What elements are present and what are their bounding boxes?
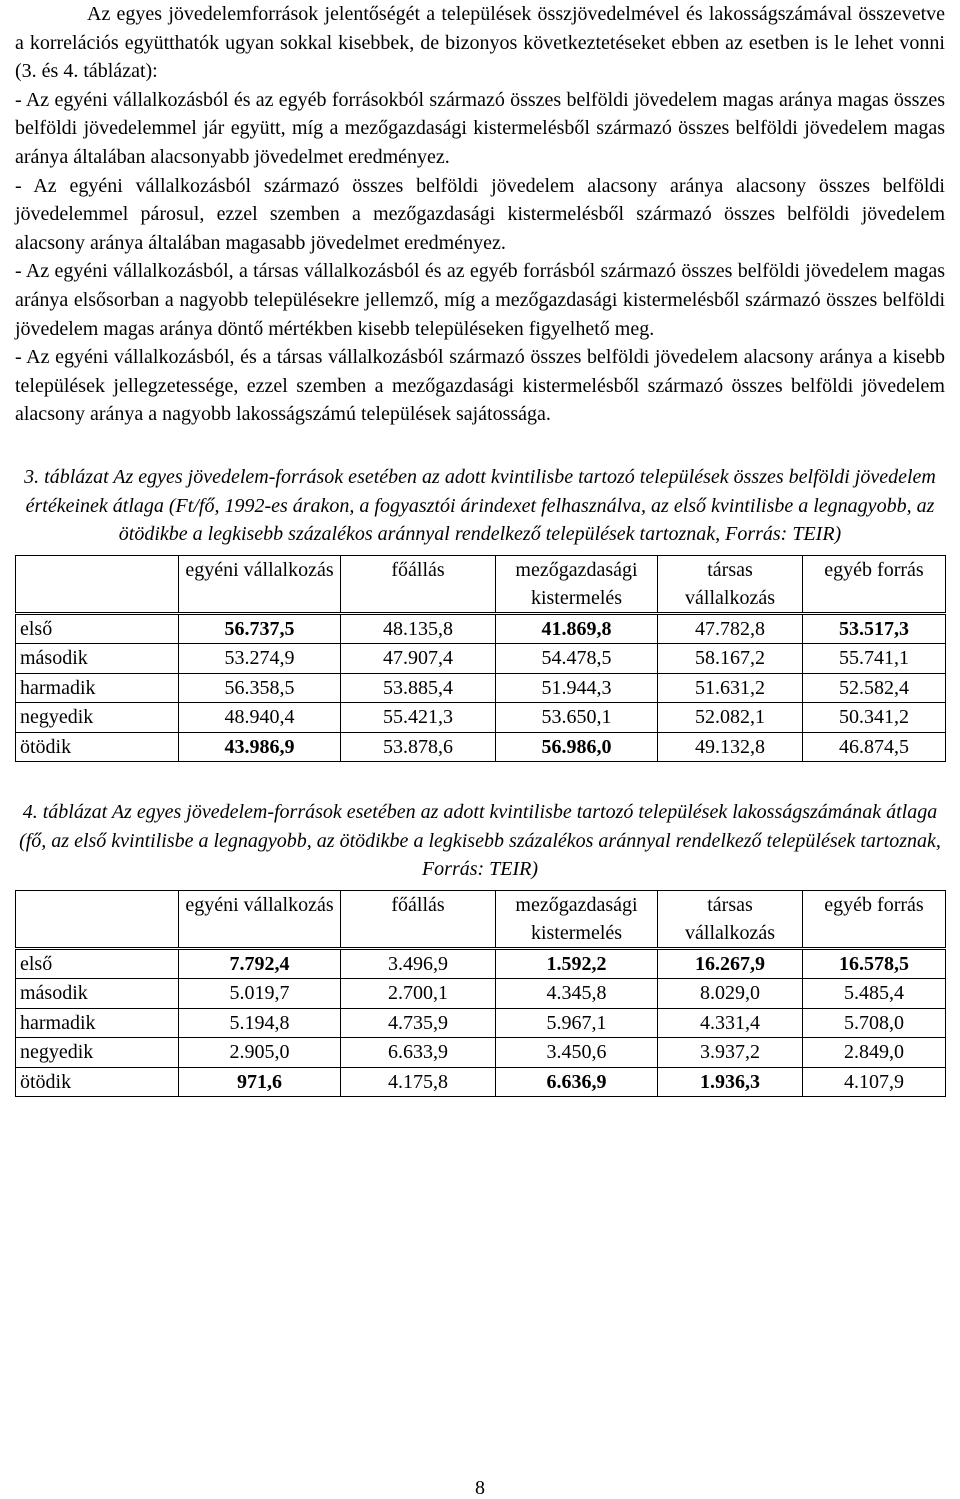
table-row — [16, 703, 946, 733]
table-cell: 52.582,4 — [803, 673, 946, 703]
table-3-caption: 3. táblázat Az egyes jövedelem-források esetében az adott kvintilisbe tartozó települések összes belföldi jövedelem értékeinek átlaga (Ft/fő, 1992-es árakon, a fogyasztói árindexet felhasználva, az első kvintilisbe a legnagyobb, az ötödikbe a legkisebb százalékos aránnyal rendelkező települések tartoznak, Forrás: TEIR) — [24, 465, 936, 546]
table-cell: 55.421,3 — [341, 703, 496, 733]
row-label: negyedik — [16, 703, 179, 733]
table-cell: 7.792,4 — [179, 948, 341, 979]
table-cell: 5.019,7 — [179, 979, 341, 1009]
table-cell: 4.107,9 — [803, 1067, 946, 1097]
table-cell: 5.194,8 — [179, 1008, 341, 1038]
table-3 — [15, 555, 946, 763]
column-header: mezőgazdasági kistermelés — [496, 890, 658, 948]
table-4 — [15, 890, 946, 1098]
table-cell: 5.967,1 — [496, 1008, 658, 1038]
table-cell: 47.782,8 — [658, 613, 803, 644]
table-cell: 41.869,8 — [496, 613, 658, 644]
table-row — [16, 673, 946, 703]
table-cell: 55.741,1 — [803, 644, 946, 674]
table-header-row — [16, 890, 946, 948]
table-cell: 2.700,1 — [341, 979, 496, 1009]
table-row — [16, 613, 946, 644]
table-cell: 5.708,0 — [803, 1008, 946, 1038]
table-cell: 3.937,2 — [658, 1038, 803, 1068]
table-cell: 53.878,6 — [341, 732, 496, 762]
column-header: főállás — [341, 890, 496, 948]
bullet-paragraph-2: - Az egyéni vállalkozásból származó összes belföldi jövedelem alacsony aránya alacsony összes belföldi jövedelemmel párosul, ezzel szemben a mezőgazdasági kistermelésből származó összes belföldi jövedelem alacsony aránya általában magasabb jövedelmet eredményez. — [15, 174, 945, 254]
table-cell: 54.478,5 — [496, 644, 658, 674]
column-header: egyéni vállalkozás — [179, 890, 341, 948]
column-header: egyéni vállalkozás — [179, 555, 341, 613]
table-cell: 50.341,2 — [803, 703, 946, 733]
document-page — [15, 0, 945, 1097]
table-cell: 56.737,5 — [179, 613, 341, 644]
table-cell: 2.849,0 — [803, 1038, 946, 1068]
row-label: második — [16, 979, 179, 1009]
column-header — [16, 890, 179, 948]
table-4-caption: 4. táblázat Az egyes jövedelem-források esetében az adott kvintilisbe tartozó települések lakosságszámának átlaga (fő, az első kvintilisbe a legnagyobb, az ötödikbe a legkisebb százalékos aránnyal rendelkező települések tartoznak, Forrás: TEIR) — [19, 801, 941, 881]
column-header: főállás — [341, 555, 496, 613]
table-cell: 4.331,4 — [658, 1008, 803, 1038]
table-cell: 4.345,8 — [496, 979, 658, 1009]
table-cell: 1.592,2 — [496, 948, 658, 979]
table-row — [16, 1067, 946, 1097]
table-row — [16, 979, 946, 1009]
table-cell: 3.496,9 — [341, 948, 496, 979]
table-cell: 16.267,9 — [658, 948, 803, 979]
intro-paragraph: Az egyes jövedelemforrások jelentőségét a települések összjövedelmével és lakosságszámával összevetve a korrelációs együtthatók ugyan sokkal kisebbek, de bizonyos következtetéseket ebben az esetben is le lehet vonni (3. és 4. táblázat): — [15, 3, 945, 83]
table-header-row — [16, 555, 946, 613]
table-cell: 58.167,2 — [658, 644, 803, 674]
table-cell: 6.636,9 — [496, 1067, 658, 1097]
row-label: ötödik — [16, 732, 179, 762]
table-row — [16, 948, 946, 979]
table-row — [16, 732, 946, 762]
row-label: első — [16, 948, 179, 979]
table-cell: 4.175,8 — [341, 1067, 496, 1097]
table-row — [16, 1038, 946, 1068]
column-header: társas vállalkozás — [658, 890, 803, 948]
table-cell: 52.082,1 — [658, 703, 803, 733]
table-cell: 2.905,0 — [179, 1038, 341, 1068]
table-cell: 5.485,4 — [803, 979, 946, 1009]
table-cell: 53.885,4 — [341, 673, 496, 703]
table-cell: 53.274,9 — [179, 644, 341, 674]
bullet-paragraph-1: - Az egyéni vállalkozásból és az egyéb forrásokból származó összes belföldi jövedelem magas aránya magas összes belföldi jövedelemmel jár együtt, míg a mezőgazdasági kistermelésből származó összes belföldi jövedelem magas aránya általában alacsonyabb jövedelmet eredményez. — [15, 88, 945, 168]
table-cell: 47.907,4 — [341, 644, 496, 674]
column-header: mezőgazdasági kistermelés — [496, 555, 658, 613]
table-cell: 56.358,5 — [179, 673, 341, 703]
table-cell: 1.936,3 — [658, 1067, 803, 1097]
table-cell: 56.986,0 — [496, 732, 658, 762]
column-header: társas vállalkozás — [658, 555, 803, 613]
bullet-paragraph-3: - Az egyéni vállalkozásból, a társas vállalkozásból és az egyéb forrásból származó összes belföldi jövedelem magas aránya elsősorban a nagyobb településekre jellemző, míg a mezőgazdasági kistermelésből származó összes belföldi jövedelem magas aránya döntő mértékben kisebb településeken figyelhető meg. — [15, 260, 945, 340]
row-label: harmadik — [16, 673, 179, 703]
column-header — [16, 555, 179, 613]
table-cell: 3.450,6 — [496, 1038, 658, 1068]
table-row — [16, 644, 946, 674]
table-cell: 16.578,5 — [803, 948, 946, 979]
table-cell: 48.135,8 — [341, 613, 496, 644]
row-label: második — [16, 644, 179, 674]
table-cell: 6.633,9 — [341, 1038, 496, 1068]
table-cell: 53.517,3 — [803, 613, 946, 644]
row-label: harmadik — [16, 1008, 179, 1038]
table-cell: 8.029,0 — [658, 979, 803, 1009]
table-cell: 51.944,3 — [496, 673, 658, 703]
table-cell: 4.735,9 — [341, 1008, 496, 1038]
table-cell: 53.650,1 — [496, 703, 658, 733]
bullet-paragraph-4: - Az egyéni vállalkozásból, és a társas vállalkozásból származó összes belföldi jövedelem alacsony aránya a kisebb települések jellegzetessége, ezzel szemben a mezőgazdasági kistermelésből származó összes belföldi jövedelem alacsony aránya a nagyobb lakosságszámú települések sajátossága. — [15, 346, 945, 426]
table-cell: 43.986,9 — [179, 732, 341, 762]
column-header: egyéb forrás — [803, 555, 946, 613]
table-cell: 971,6 — [179, 1067, 341, 1097]
table-cell: 51.631,2 — [658, 673, 803, 703]
table-cell: 46.874,5 — [803, 732, 946, 762]
row-label: első — [16, 613, 179, 644]
table-row — [16, 1008, 946, 1038]
table-cell: 48.940,4 — [179, 703, 341, 733]
column-header: egyéb forrás — [803, 890, 946, 948]
page-number: 8 — [475, 1477, 485, 1499]
table-cell: 49.132,8 — [658, 732, 803, 762]
row-label: negyedik — [16, 1038, 179, 1068]
row-label: ötödik — [16, 1067, 179, 1097]
